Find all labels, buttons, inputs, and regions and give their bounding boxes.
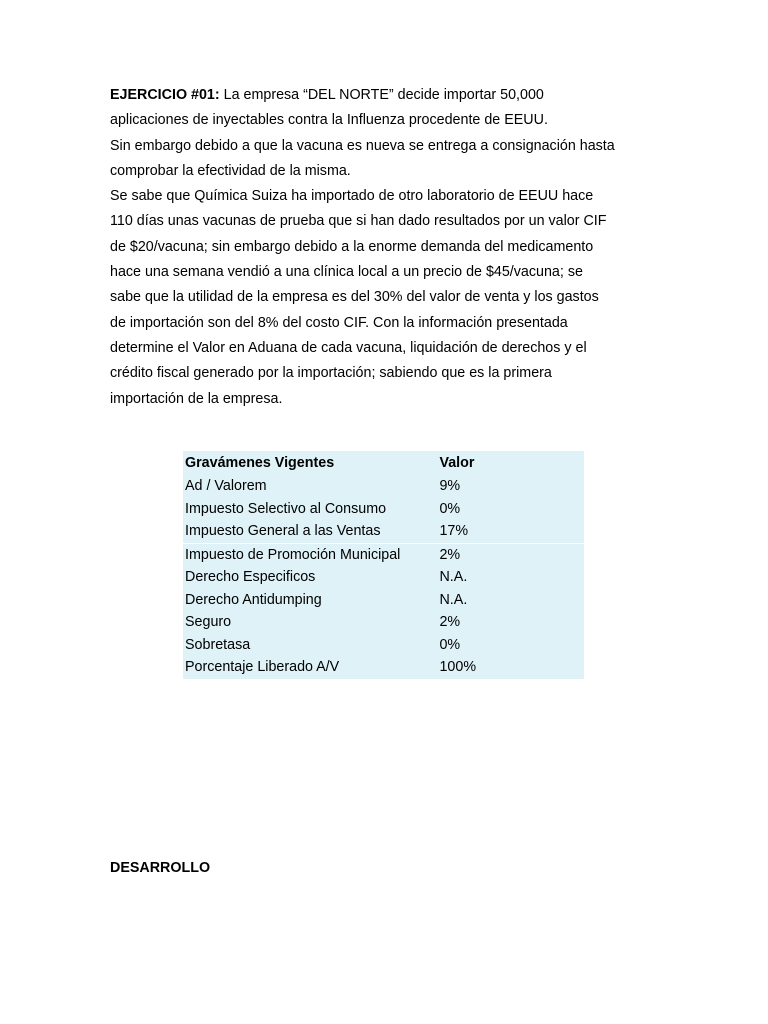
exercise-line: de $20/vacuna; sin embargo debido a la enorme demanda del medicamento bbox=[110, 238, 594, 255]
table-row bbox=[183, 656, 584, 679]
tax-value: 17% bbox=[439, 523, 469, 539]
tax-name: Seguro bbox=[185, 614, 232, 630]
tax-value: 2% bbox=[439, 614, 461, 630]
header-value: Valor bbox=[439, 454, 475, 471]
exercise-label: EJERCICIO #01: bbox=[110, 87, 220, 103]
tax-name: Ad / Valorem bbox=[185, 478, 267, 494]
tax-value: 0% bbox=[439, 636, 461, 653]
exercise-line: Se sabe que Química Suiza ha importado de otro laboratorio de EEUU hace bbox=[110, 188, 594, 205]
exercise-line: comprobar la efectividad de la misma. bbox=[110, 162, 351, 179]
tax-name: Porcentaje Liberado A/V bbox=[185, 659, 340, 675]
table-row bbox=[183, 498, 584, 521]
tax-value: N.A. bbox=[439, 591, 468, 608]
table-row bbox=[183, 589, 584, 612]
exercise-line: 110 días unas vacunas de prueba que si han dado resultados por un valor CIF bbox=[110, 213, 607, 230]
exercise-line: de importación son del 8% del costo CIF. Con la información presentada bbox=[110, 314, 568, 331]
table-row bbox=[183, 566, 584, 589]
tax-value: 100% bbox=[439, 659, 477, 675]
tax-name: Sobretasa bbox=[185, 636, 251, 653]
table-row bbox=[183, 475, 584, 498]
table-row bbox=[183, 543, 584, 566]
tax-value: N.A. bbox=[439, 569, 468, 585]
tax-name: Impuesto Selectivo al Consumo bbox=[185, 500, 387, 517]
exercise-line: determine el Valor en Aduana de cada vacuna, liquidación de derechos y el bbox=[110, 339, 587, 356]
exercise-line: Sin embargo debido a que la vacuna es nueva se entrega a consignación hasta bbox=[110, 137, 615, 154]
tax-name: Derecho Especificos bbox=[185, 569, 316, 585]
table-header-row bbox=[183, 451, 584, 475]
exercise-line-1-text: La empresa “DEL NORTE” decide importar 50,000 bbox=[219, 87, 544, 103]
exercise-line: crédito fiscal generado por la importación; sabiendo que es la primera bbox=[110, 365, 552, 382]
tax-value: 0% bbox=[439, 500, 461, 517]
section-heading: DESARROLLO bbox=[110, 860, 211, 876]
tax-value: 2% bbox=[437, 543, 584, 566]
exercise-line-1 bbox=[110, 83, 670, 108]
taxes-table bbox=[183, 451, 584, 679]
tax-name: Impuesto de Promoción Municipal bbox=[183, 543, 437, 566]
exercise-line: importación de la empresa. bbox=[110, 390, 283, 407]
exercise-paragraph bbox=[110, 83, 670, 412]
tax-name: Derecho Antidumping bbox=[185, 591, 322, 608]
exercise-line: aplicaciones de inyectables contra la Influenza procedente de EEUU. bbox=[110, 112, 548, 129]
exercise-line: hace una semana vendió a una clínica local a un precio de $45/vacuna; se bbox=[110, 264, 583, 281]
exercise-line: sabe que la utilidad de la empresa es del 30% del valor de venta y los gastos bbox=[110, 289, 599, 306]
tax-value: 9% bbox=[439, 478, 461, 494]
table-row bbox=[183, 611, 584, 634]
header-taxes: Gravámenes Vigentes bbox=[185, 454, 335, 471]
tax-name: Impuesto General a las Ventas bbox=[185, 523, 381, 539]
table-row bbox=[183, 520, 584, 543]
table-row bbox=[183, 634, 584, 657]
